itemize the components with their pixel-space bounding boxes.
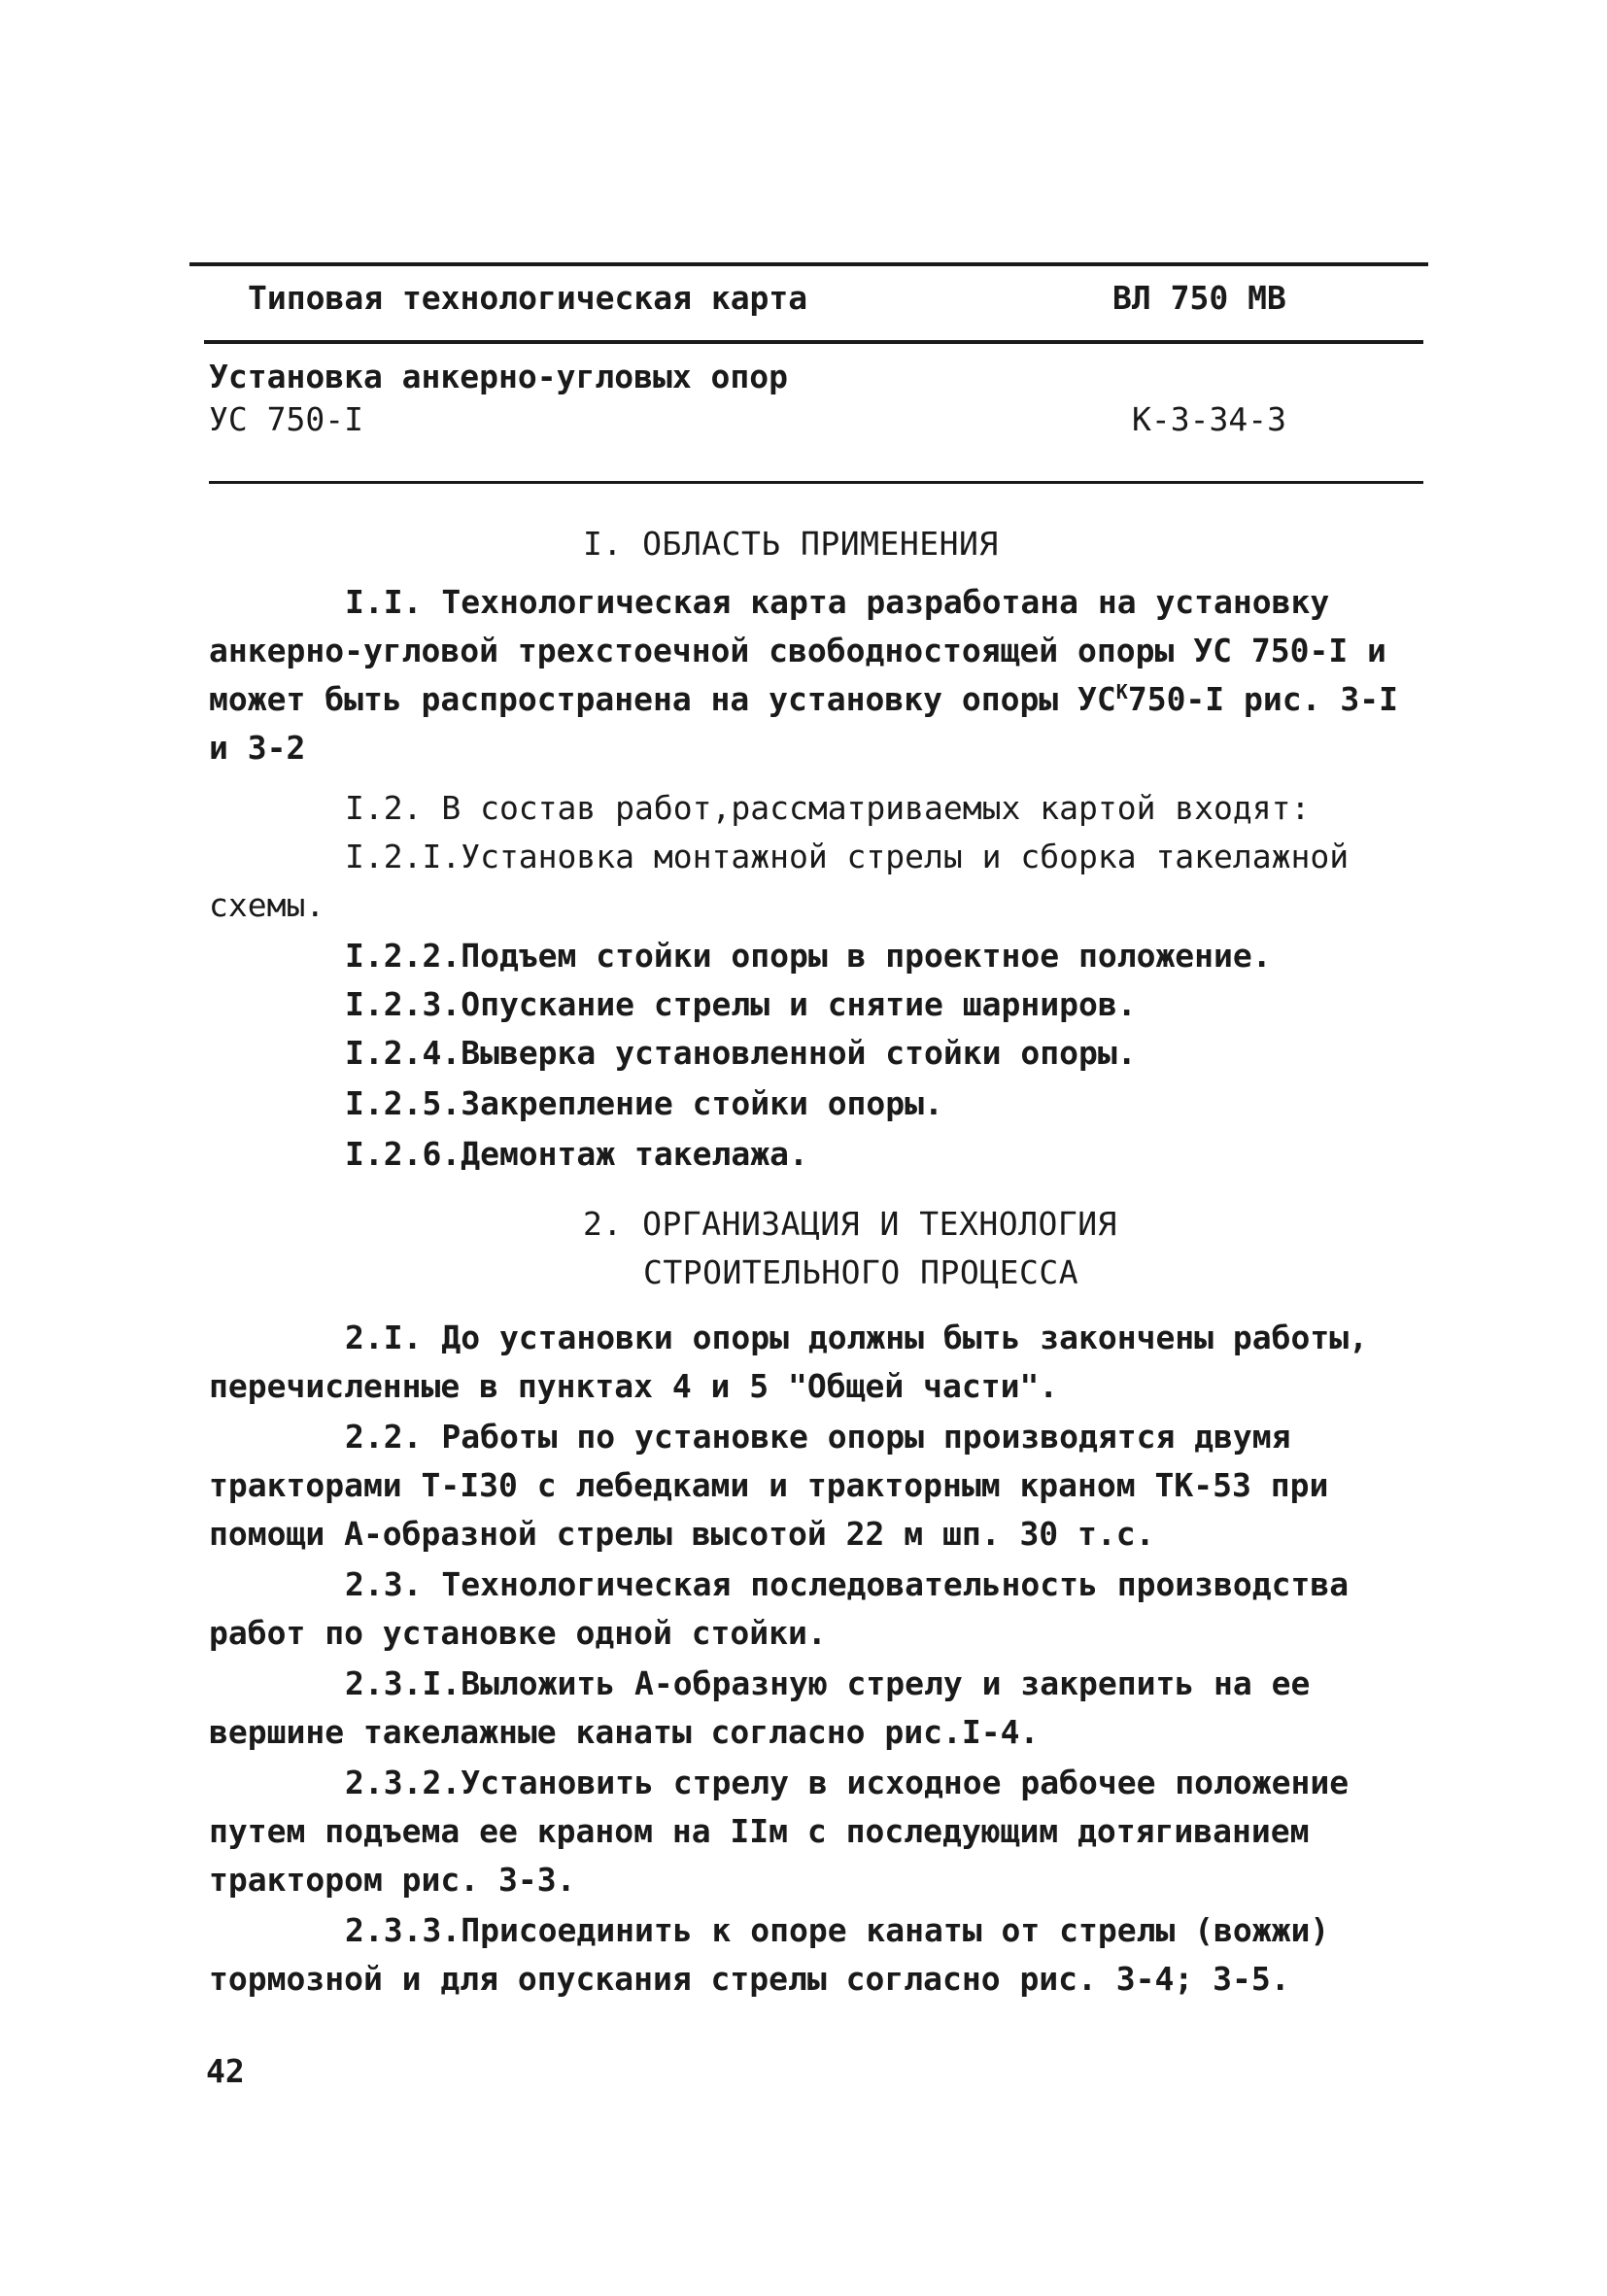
work-item-5: I.2.5.Закрепление стойки опоры. — [345, 1084, 943, 1122]
s2-line-4: тракторами Т-I30 с лебедками и тракторным краном ТК-53 при — [209, 1466, 1329, 1504]
work-item-1: I.2.I.Установка монтажной стрелы и сборка такелажной — [345, 838, 1350, 875]
paragraph-1-1-line-3 — [209, 680, 1398, 718]
s2-line-5: помощи А-образной стрелы высотой 22 м шп. 30 т.с. — [209, 1515, 1155, 1553]
s2-line-8: 2.3.I.Выложить А-образную стрелу и закрепить на ее — [345, 1664, 1311, 1702]
section-1-title: I. ОБЛАСТЬ ПРИМЕНЕНИЯ — [583, 525, 999, 563]
paragraph-1-1-line-2: анкерно-угловой трехстоечной свободностоящей опоры УС 750-I и — [209, 632, 1386, 669]
superscript-k: К — [1115, 680, 1128, 703]
work-item-1-cont: схемы. — [209, 886, 325, 924]
paragraph-1-1 — [209, 583, 1423, 777]
section-2-body — [209, 1319, 1433, 1999]
header-top-rule — [189, 262, 1428, 266]
s2-line-2: перечисленные в пунктах 4 и 5 "Общей части". — [209, 1367, 1059, 1405]
doc-type: Типовая технологическая карта — [248, 279, 808, 317]
work-item-3: I.2.3.Опускание стрелы и снятие шарниров. — [345, 985, 1137, 1023]
paragraph-1-2: I.2. В состав работ,рассматриваемых картой входят: — [345, 789, 1311, 827]
work-item-4: I.2.4.Выверка установленной стойки опоры. — [345, 1034, 1137, 1072]
paragraph-1-1-line-3-text: может быть распространена на установку опоры УС — [209, 680, 1116, 718]
page-number: 42 — [206, 2052, 245, 2090]
work-item-2: I.2.2.Подъем стойки опоры в проектное положение. — [345, 937, 1272, 975]
s2-line-11: путем подъема ее краном на IIм с последующим дотягиванием — [209, 1812, 1310, 1850]
paragraph-1-1-line-1: I.I. Технологическая карта разработана на установку — [345, 583, 1330, 621]
s2-line-12: трактором рис. 3-3. — [209, 1861, 576, 1899]
paragraph-1-1-line-3-tail: 750-I рис. 3-I — [1127, 680, 1398, 718]
s2-line-13: 2.3.3.Присоединить к опоре канаты от стрелы (вожжи) — [345, 1911, 1330, 1949]
subject-line-2: УС 750-I — [209, 400, 363, 438]
s2-line-6: 2.3. Технологическая последовательность производства — [345, 1565, 1350, 1603]
s2-line-1: 2.I. До установки опоры должны быть закончены работы, — [345, 1319, 1368, 1356]
s2-line-3: 2.2. Работы по установке опоры производятся двумя — [345, 1418, 1291, 1456]
card-number: К-3-34-3 — [1132, 400, 1286, 438]
s2-line-9: вершине такелажные канаты согласно рис.I-4. — [209, 1713, 1040, 1751]
work-item-6: I.2.6.Демонтаж такелажа. — [345, 1135, 808, 1173]
header-middle-rule — [204, 340, 1423, 344]
section-2-title-line-2: СТРОИТЕЛЬНОГО ПРОЦЕССА — [643, 1253, 1079, 1291]
s2-line-14: тормозной и для опускания стрелы согласно рис. 3-4; 3-5. — [209, 1960, 1290, 1998]
doc-code: ВЛ 750 МВ — [1112, 279, 1286, 317]
header-bottom-rule — [209, 481, 1423, 484]
s2-line-7: работ по установке одной стойки. — [209, 1614, 827, 1652]
section-2-title-line-1: 2. ОРГАНИЗАЦИЯ И ТЕХНОЛОГИЯ — [583, 1205, 1117, 1243]
paragraph-1-1-line-4: и 3-2 — [209, 729, 306, 767]
subject-line-1: Установка анкерно-угловых опор — [209, 358, 789, 395]
s2-line-10: 2.3.2.Установить стрелу в исходное рабочее положение — [345, 1764, 1350, 1801]
work-items-list — [209, 838, 1423, 1178]
